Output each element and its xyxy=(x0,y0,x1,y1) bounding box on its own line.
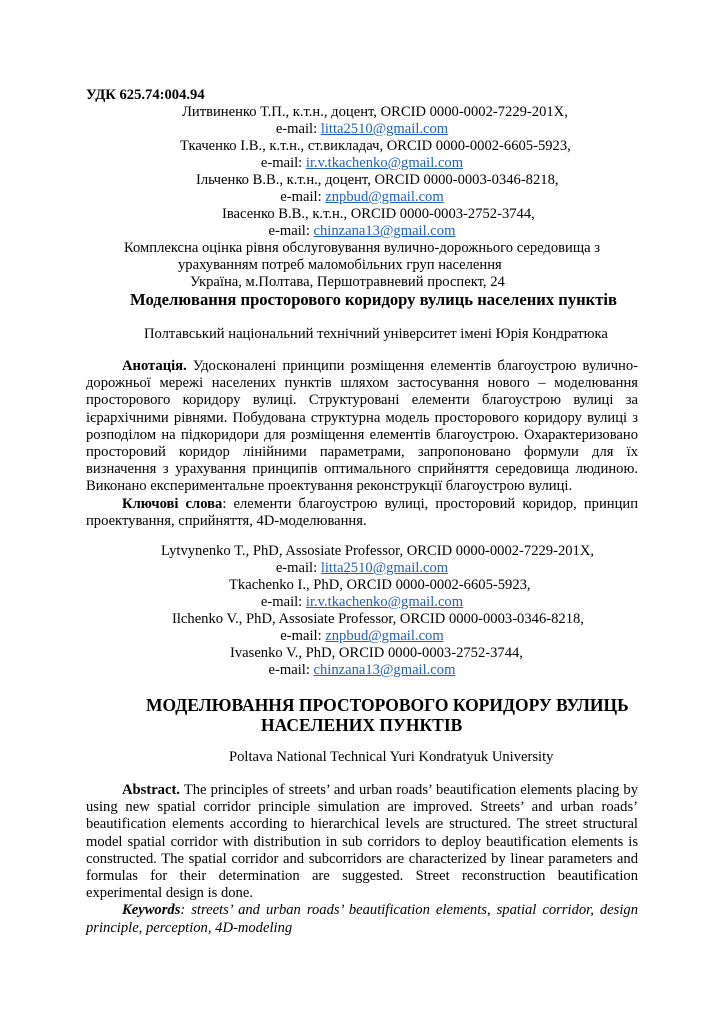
author-ua-3: Ільченко В.В., к.т.н., доцент, ORCID 0000-0003-0346-8218, xyxy=(196,172,559,188)
author-en-3-email-line xyxy=(86,628,638,645)
title-caps-line-2: НАСЕЛЕНИХ ПУНКТІВ xyxy=(261,715,463,735)
affiliation-ua: Полтавський національний технічний університет імені Юрія Кондратюка xyxy=(144,326,608,342)
author-ua-1-email-line xyxy=(86,121,638,138)
email-link[interactable]: ir.v.tkachenko@gmail.com xyxy=(305,594,464,610)
keywords-en-label: Keywords xyxy=(122,902,181,919)
keywords-en-text: : streets’ and urban roads’ beautification elements, spatial corridor, design principle, perception, 4D-modeling xyxy=(86,902,638,936)
email-link[interactable]: znpbud@gmail.com xyxy=(325,189,444,205)
title-ua: Моделювання просторового коридору вулиць населених пунктів xyxy=(130,290,617,309)
abstract-en-text: The principles of streets’ and urban roads’ beautification elements placing by using new spatial corridor principle simulation are improved. Streets’ and urban roads’ beautification elements according to hierarchical levels are structured. The street structural model spatial corridor with distribution in sub corridors to deploy beautification elements is constructed. The spatial corridor and subcorridors are characterized by linear parameters and formulas for their determination are suggested. Street reconstruction beautification experimental design is done. xyxy=(86,782,638,902)
author-ua-2: Ткаченко І.В., к.т.н., ст.викладач, ORCID 0000-0002-6605-5923, xyxy=(180,138,571,154)
author-en-3: Ilchenko V., PhD, Assosiate Professor, ORCID 0000-0003-0346-8218, xyxy=(172,611,584,627)
author-en-1: Lytvynenko T., PhD, Assosiate Professor, ORCID 0000-0002-7229-201X, xyxy=(161,543,595,559)
address: Україна, м.Полтава, Першотравневий проспект, 24 xyxy=(190,274,505,290)
keywords-ua-text: : елементи благоустрою вулиці, просторовий коридор, принцип проектування, сприйняття, 4D-моделювання. xyxy=(86,495,638,529)
email-label: e-mail: xyxy=(275,560,321,576)
abstract-ua-text: Удосконалені принципи розміщення елементів благоустрою вулично-дорожньої мережі населених пунктів шляхом застосування нового – моделювання просторового коридору вулиці. Структуровані елементи благоустрою вулиці за ієрархічними рівнями. Побудована структурна модель просторового коридору вулиці з розподілом на підкоридори для розміщення елементів благоустрою. Охарактеризовано просторовий коридор лінійними параметрами, запропоновано формули для їх визначення з урахування принципів оптимального сприйняття середовища людиною. Виконано експериментальне проектування реконструкції благоустрою вулиці. xyxy=(86,358,638,495)
email-link[interactable]: ir.v.tkachenko@gmail.com xyxy=(305,155,464,171)
abstract-en xyxy=(86,782,638,937)
author-ua-3-email-line xyxy=(86,189,638,206)
project-title-line-1: Комплексна оцінка рівня обслуговування вулично-дорожнього середовища з xyxy=(124,240,600,256)
author-en-2: Tkachenko I., PhD, ORCID 0000-0002-6605-5923, xyxy=(229,577,531,593)
author-en-4: Ivasenko V., PhD, ORCID 0000-0003-2752-3744, xyxy=(230,645,523,661)
author-ua-1: Литвиненко Т.П., к.т.н., доцент, ORCID 0000-0002-7229-201X, xyxy=(182,104,568,120)
email-label: e-mail: xyxy=(268,223,314,239)
email-link[interactable]: znpbud@gmail.com xyxy=(325,628,444,644)
keywords-ua-label: Ключові слова xyxy=(122,495,223,512)
email-label: e-mail: xyxy=(268,662,314,678)
email-link[interactable]: litta2510@gmail.com xyxy=(320,121,449,137)
email-link[interactable]: chinzana13@gmail.com xyxy=(313,662,456,678)
email-link[interactable]: chinzana13@gmail.com xyxy=(313,223,456,239)
email-link[interactable]: litta2510@gmail.com xyxy=(320,560,449,576)
email-label: e-mail: xyxy=(280,189,326,205)
abstract-ua xyxy=(86,358,638,530)
abstract-ua-label: Анотація. xyxy=(122,358,187,374)
project-title-line-2: урахуванням потреб маломобільних груп населення xyxy=(178,257,502,273)
title-caps-line-1: МОДЕЛЮВАННЯ ПРОСТОРОВОГО КОРИДОРУ ВУЛИЦЬ xyxy=(146,695,629,715)
author-ua-4: Івасенко В.В., к.т.н., ORCID 0000-0003-2752-3744, xyxy=(222,206,535,222)
author-ua-2-email-line xyxy=(86,155,638,172)
email-label: e-mail: xyxy=(260,155,306,171)
email-label: e-mail: xyxy=(280,628,326,644)
email-label: e-mail: xyxy=(260,594,306,610)
author-en-4-email-line xyxy=(86,662,638,679)
affiliation-en: Poltava National Technical Yuri Kondratyuk University xyxy=(229,749,554,765)
author-en-2-email-line xyxy=(86,594,638,611)
author-en-1-email-line xyxy=(86,560,638,577)
email-label: e-mail: xyxy=(275,121,321,137)
author-ua-4-email-line xyxy=(86,223,638,240)
abstract-en-label: Abstract. xyxy=(122,782,180,798)
udc-code: УДК 625.74:004.94 xyxy=(86,87,205,103)
